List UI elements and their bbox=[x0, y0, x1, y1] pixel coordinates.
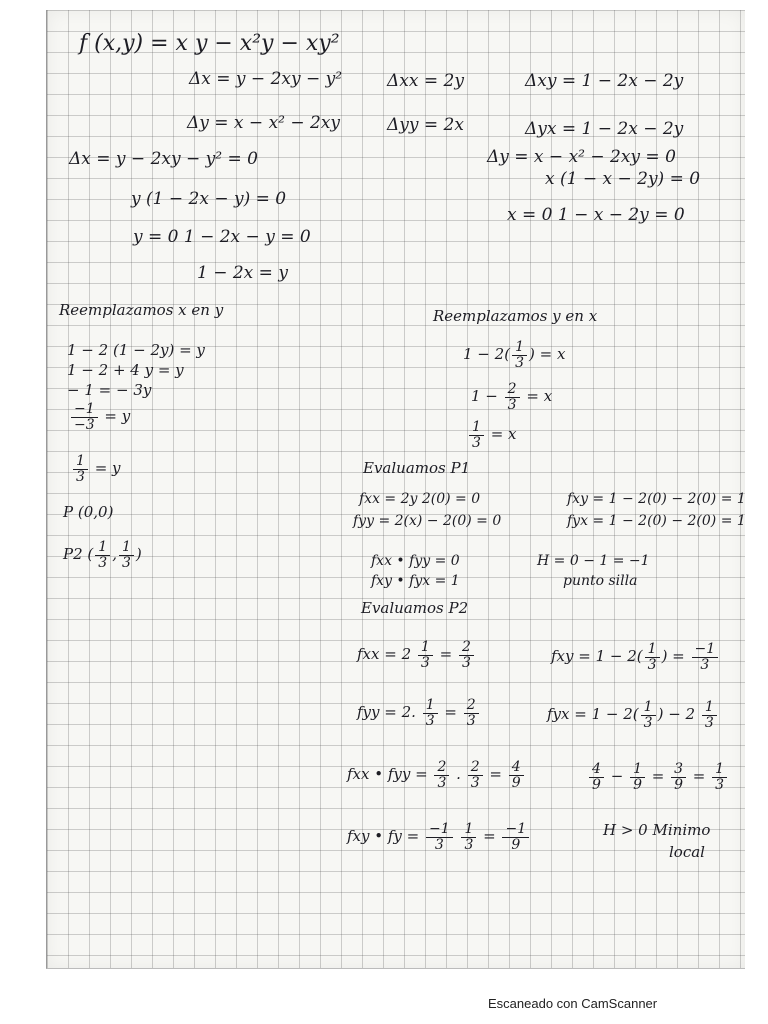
partial-xx: Δxx = 2y bbox=[387, 71, 464, 91]
x-substitution-step-1: 1 − 2( $\frac{1}{3}$ ) = x bbox=[463, 339, 566, 371]
fraction: $\frac{2}{3}$ bbox=[505, 382, 520, 412]
fraction: $\frac{1}{3}$ bbox=[512, 340, 527, 370]
substitution-step-4: $\frac{-1}{-3}$ = y bbox=[69, 402, 130, 432]
p1-fxx: fxx = 2y 2(0) = 0 bbox=[359, 491, 481, 507]
fraction: $\frac{1}{3}$ bbox=[712, 762, 727, 792]
p2-classification-local: local bbox=[669, 843, 705, 861]
factor-y: y (1 − 2x − y) = 0 bbox=[131, 189, 287, 209]
solutions-y: y = 0 1 − 2x − y = 0 bbox=[133, 227, 311, 247]
evaluate-p2-heading: Evaluamos P2 bbox=[361, 599, 469, 617]
p1-classification: punto silla bbox=[563, 573, 638, 589]
p1-hessian-product-1: fxx • fyy = 0 bbox=[371, 553, 460, 569]
substitution-heading-right: Reemplazamos y en x bbox=[433, 307, 598, 325]
fraction: $\frac{1}{3}$ bbox=[645, 642, 660, 672]
point-p2: P2 ( $\frac{1}{3}$ , $\frac{1}{3}$ ) bbox=[63, 539, 142, 571]
fraction: $\frac{1}{3}$ bbox=[73, 454, 88, 484]
fraction: $\frac{1}{3}$ bbox=[641, 700, 656, 730]
fraction: $\frac{2}{3}$ bbox=[464, 698, 479, 728]
fraction: $\frac{1}{3}$ bbox=[423, 698, 438, 728]
partial-yx: Δyx = 1 − 2x − 2y bbox=[525, 119, 684, 139]
fraction: $\frac{2}{3}$ bbox=[459, 640, 474, 670]
fraction: $\frac{1}{3}$ bbox=[702, 700, 717, 730]
fraction: $\frac{2}{3}$ bbox=[468, 760, 483, 790]
x-substitution-step-2: 1 − $\frac{2}{3}$ = x bbox=[471, 381, 553, 413]
p2-fyy: fyy = 2. $\frac{1}{3}$ = $\frac{2}{3}$ bbox=[357, 698, 481, 728]
p2-fxy: fxy = 1 − 2( $\frac{1}{3}$ ) = $\frac{-1}{3}$ bbox=[551, 642, 720, 672]
scanner-watermark: Escaneado con CamScanner bbox=[488, 996, 658, 1011]
x-substitution-step-3: $\frac{1}{3}$ = x bbox=[467, 420, 517, 450]
p2-determinant: $\frac{4}{9}$ − $\frac{1}{9}$ = $\frac{3}{9}$ = $\frac{1}{3}$ bbox=[587, 762, 729, 792]
factor-x: x (1 − x − 2y) = 0 bbox=[545, 169, 701, 189]
fraction: $\frac{1}{3}$ bbox=[95, 540, 110, 570]
partial-xy: Δxy = 1 − 2x − 2y bbox=[525, 71, 684, 91]
graph-paper-sheet bbox=[46, 10, 745, 969]
equation-x-zero: Δx = y − 2xy − y² = 0 bbox=[69, 149, 258, 169]
substitution-step-1: 1 − 2 (1 − 2y) = y bbox=[67, 341, 205, 359]
fraction: $\frac{3}{9}$ bbox=[671, 762, 686, 792]
p2-fxx: fxx = 2 $\frac{1}{3}$ = $\frac{2}{3}$ bbox=[357, 640, 476, 670]
fraction: $\frac{2}{3}$ bbox=[434, 760, 449, 790]
substitution-step-3: − 1 = − 3y bbox=[67, 381, 152, 399]
fraction: $\frac{1}{3}$ bbox=[461, 822, 476, 852]
fraction: $\frac{4}{9}$ bbox=[509, 760, 524, 790]
y-expression: 1 − 2x = y bbox=[197, 263, 288, 283]
fraction: $\frac{1}{3}$ bbox=[469, 420, 484, 450]
fraction: $\frac{1}{9}$ bbox=[630, 762, 645, 792]
fraction: $\frac{4}{9}$ bbox=[589, 762, 604, 792]
function-definition: f (x,y) = x y − x²y − xy² bbox=[79, 31, 340, 56]
partial-x: Δx = y − 2xy − y² bbox=[189, 69, 343, 89]
p2-hessian-product-1: fxx • fyy = $\frac{2}{3}$ . $\frac{2}{3}$ = $\frac{4}{9}$ bbox=[347, 760, 526, 790]
p2-fyx: fyx = 1 − 2( $\frac{1}{3}$ ) − 2 $\frac{1}{3}$ bbox=[547, 700, 719, 730]
fraction: $\frac{-1}{-3}$ bbox=[71, 402, 98, 432]
equation-y-zero: Δy = x − x² − 2xy = 0 bbox=[487, 147, 676, 167]
fraction: $\frac{1}{3}$ bbox=[418, 640, 433, 670]
p1-fyy: fyy = 2(x) − 2(0) = 0 bbox=[353, 513, 502, 529]
substitution-heading-left: Reemplazamos x en y bbox=[59, 301, 224, 319]
substitution-step-2: 1 − 2 + 4 y = y bbox=[67, 361, 184, 379]
p1-determinant: H = 0 − 1 = −1 bbox=[537, 553, 650, 569]
p2-classification: H > 0 Minimo bbox=[603, 821, 711, 839]
p1-hessian-product-2: fxy • fyx = 1 bbox=[371, 573, 460, 589]
fraction: $\frac{-1}{3}$ bbox=[692, 642, 719, 672]
partial-yy: Δyy = 2x bbox=[387, 115, 464, 135]
evaluate-p1-heading: Evaluamos P1 bbox=[363, 459, 471, 477]
y-result: $\frac{1}{3}$ = y bbox=[71, 454, 121, 484]
solutions-x: x = 0 1 − x − 2y = 0 bbox=[507, 205, 685, 225]
partial-y: Δy = x − x² − 2xy bbox=[187, 113, 341, 133]
fraction: $\frac{-1}{9}$ bbox=[502, 822, 529, 852]
p1-fyx: fyx = 1 − 2(0) − 2(0) = 1 bbox=[567, 513, 746, 529]
p2-hessian-product-2: fxy • fy = $\frac{-1}{3}$ $\frac{1}{3}$ = $\frac{-1}{9}$ bbox=[347, 822, 531, 852]
p1-fxy: fxy = 1 − 2(0) − 2(0) = 1 bbox=[567, 491, 746, 507]
point-p1: P (0,0) bbox=[63, 503, 114, 521]
fraction: $\frac{1}{3}$ bbox=[119, 540, 134, 570]
fraction: $\frac{-1}{3}$ bbox=[426, 822, 453, 852]
